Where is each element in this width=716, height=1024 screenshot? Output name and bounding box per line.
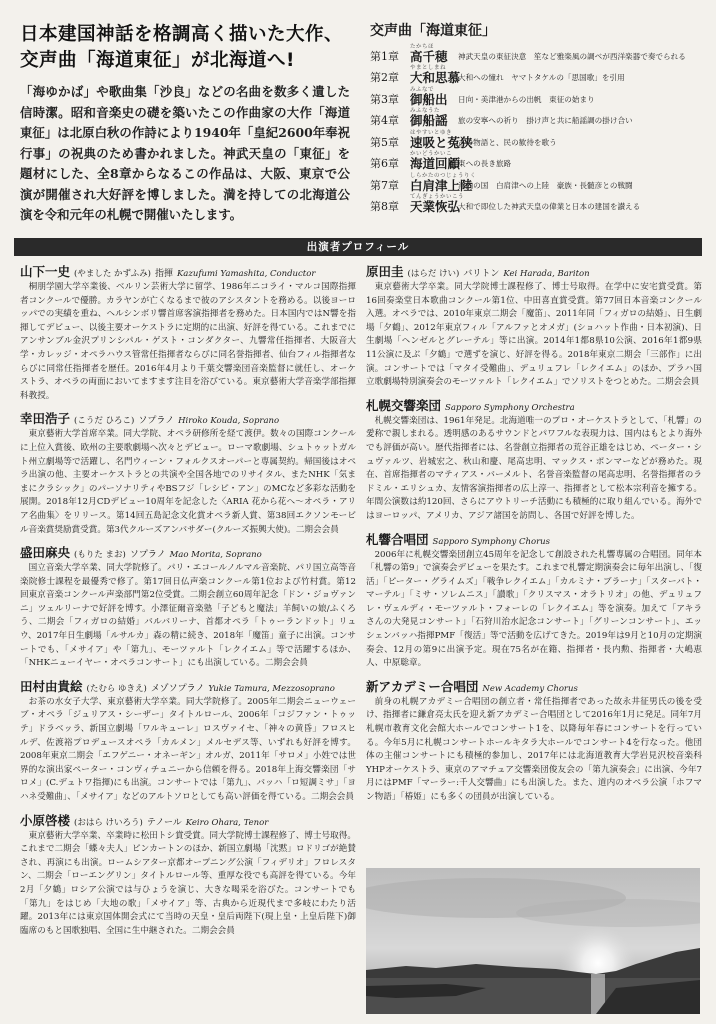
- performer-name: 幸田浩子: [20, 411, 71, 427]
- chapter-name-block: [410, 129, 473, 150]
- chapter-ruby: はやすいとゆき: [410, 129, 453, 136]
- chapter-name: 御船出: [410, 91, 448, 107]
- performer-name: 田村由貴絵: [20, 678, 83, 694]
- performer-bio: 国立音楽大学卒業、同大学院修了。パリ・エコールノルマル音楽院、パリ国立高等音楽院修士課程を最優秀で修了。第17回日仏声楽コンクール第1位および竹村賞。第12回東京音楽コンクール声楽部門第2位受賞。二期会創立60周年記念「ドン・ジョヴァンニ」ツェルリーナで好評を博す。小澤征爾音楽塾「子どもと魔法」羊飼いの娘/ふくろう、二期会「フィガロの結婚」バルバリーナ、首都オペラ「トゥーランドット」リュウ、2017年日生劇場「ルサルカ」森の精に続き、2018年「魔笛」童子に出演。コンサートでも、「メサイア」や「第九」、モーツァルト「レクイエム」等で活躍するほか、「NHKニューイヤー・オペラコンサート」にも出演している。二期会会員: [20, 563, 356, 669]
- performer-profile: [20, 677, 356, 805]
- chapter-number: 第6章: [370, 157, 399, 170]
- performer-bio: お茶の水女子大学、東京藝術大学卒業。同大学院修了。2005年二期会ニューウェーブ・オペラ「ジュリアス・シーザー」タイトルロール、2006年「コジファン・トゥッテ」ドラベッラ、新国立劇場「ワルキューレ」ロスヴァイセ、「神々の黄昏」フロスヒルデ、佐渡裕プロデュースオペラ「カルメン」メルセデス等、いずれも好評を博す。2008年東京二期会「エフゲニー・オネーギン」オルガ、2011年「サロメ」小姓では世界的な演出家ペーター・コンヴィチュニーから信頼を得る。2018年上海交響楽団「サロメ」(C.デュトワ指揮)にも出演。コンサートでは「第九」、バッハ「ロ短調ミサ」「ヨハネ受難曲」、「メサイア」などのアルトソロとしても高い評価を得ている。二期会会員: [20, 696, 356, 802]
- performer-profile: [20, 543, 356, 671]
- chapter-description: 東への長き旅路: [458, 159, 512, 168]
- performer-reading: (たむら ゆきえ): [86, 683, 147, 694]
- performer-name: 盛田麻央: [20, 545, 71, 561]
- profile-header: [366, 396, 702, 414]
- chapter-number: 第2章: [370, 71, 399, 84]
- performer-role: テノール: [146, 817, 182, 828]
- profile-header: [20, 409, 356, 427]
- performer-name: 札幌交響楽団: [366, 397, 442, 413]
- performer-roman-name: Yukie Tamura, Mezzosoprano: [208, 683, 335, 694]
- chapter-name-block: [410, 65, 461, 85]
- chapter-name: 天業恢弘: [410, 199, 461, 214]
- performer-reading: (こうだ ひろこ): [74, 416, 135, 427]
- chapter-description: 大和で即位した神武天皇の偉業と日本の建国を讃える: [458, 202, 641, 211]
- chapter-number: 第5章: [370, 135, 399, 149]
- performer-roman-name: Keiro Ohara, Tenor: [185, 817, 269, 828]
- performer-bio: 桐朋学園大学卒業後、ベルリン芸術大学に留学、1986年ニコライ・マルコ国際指揮者コンクールで優勝。カラヤンが亡くなるまで彼のアシスタントを務める。以後ヨーロッパでの実績を重ね、ヘルシンボリ響首席客演指揮者を務めた。日本国内ではN響を指揮してデビュー、以後主要オーケストラに定期的に出演、好評を得ている。これまでにアンサンブル金沢プリンシパル・ゲスト・コンダクター、九響常任指揮者、大阪音大学・カレッジ・オペラハウス管常任指揮者ならびに同名誉指揮者、仙台フィル指揮者ならびに同常任指揮者を歴任。2016年4月より千葉交響楽団音楽監督に就任し、オーケストラ、オペラの両面においてますます注目を浴びている。東京藝術大学音楽学部指揮科教授。: [20, 282, 356, 401]
- performer-role: バリトン: [463, 269, 500, 279]
- chapter-ruby: やまとしまね: [410, 65, 447, 71]
- performer-roman-name: Hiroko Kouda, Soprano: [178, 416, 280, 427]
- chapter-row: [370, 171, 700, 193]
- sunset-lake-image: [366, 868, 700, 1014]
- intro-body: 「海ゆかば」や歌曲集「沙良」などの名曲を数多く遺した信時潔。昭和音楽史の礎を築いたこの作曲家の大作「海道東征」は北原白秋の作詩により1940年「皇紀2600年奉祝行事」の祝典のため書かれました。神武天皇の「東征」を題材にした、全8章からなるこの作品は、大阪、東京で公演が開催され大好評を博しました。満を持しての北海道公演を令和元年の札幌で開催いたします。: [20, 84, 350, 222]
- chapter-ruby: しらかたのつじょうりく: [410, 172, 477, 179]
- chapter-ruby: みふなうた: [410, 108, 441, 114]
- performer-name: 小原啓楼: [20, 812, 71, 828]
- profile-header: [366, 530, 702, 548]
- intro-section: [20, 22, 350, 226]
- performer-profile: [366, 262, 702, 390]
- headline: [20, 22, 350, 74]
- performer-profile: [366, 396, 702, 524]
- chapter-number: 第1章: [370, 49, 399, 63]
- chapter-row: [370, 193, 700, 215]
- performer-bio: 札幌交響楽団は、1961年発足。北海道唯一のプロ・オーケストラとして、「札響」の愛称で親しまれる。透明感のあるサウンドとパワフルな表現力は、国内はもとより海外でも評価が高い。歴代指揮者には、名誉創立指揮者の荒谷正雄をはじめ、ペーター・シュヴァルツ、岩城宏之、秋山和慶、尾高忠明、マックス・ポンマーなどが務めた。現在、首席指揮者のマティアス・バーメルト、名誉音楽監督の尾高忠明、名誉指揮者のラドミル・エリシュカ、友情客演指揮者の広上淳一、指揮者として松本宗利音を擁する。年間公演数は約120回、さらにアウトリーチ活動にも積極的に取り組んでいる。海外ではヨーロッパ、アメリカ、アジア諸国を訪問し、各国で好評を博した。: [366, 415, 702, 521]
- performer-bio: 東京藝術大学卒業。同大学院博士課程修了、博士号取得。在学中に安宅賞受賞。第16回奏楽堂日本歌曲コンクール第1位、中田喜直賞受賞。第77回日本音楽コンクール入選。オペラでは、2010年東京二期会「魔笛」、2011年同「フィガロの結婚」、日生劇場「夕鶴」、2012年東京フィル「アルファとオメガ」(ショハット作曲・日本初演)、日生劇場「ヘンゼルとグレーテル」等に出演。2014年1都8県10公演、2016年1都9県11公演に及ぶ「夕鶴」で選ずを演じ、好評を得る。2018年東京二期会「三部作」に出演。コンサートでは「マタイ受難曲」、デュリュフレ「レクイエム」のほか、プラハ国立歌劇場特別演奏会のモーツァルト「レクイエム」でソリストをつとめた。二期会会員: [366, 282, 702, 388]
- chapter-description: 神武天皇の東征決意 笙など雅楽風の調べが西洋楽器で奏でられる: [458, 51, 686, 61]
- performer-role: メゾソプラノ: [150, 683, 205, 694]
- profile-header: [20, 543, 356, 561]
- profiles-left-column: [20, 262, 356, 944]
- chapter-ruby: たかちほ: [410, 43, 435, 50]
- headline-line2: 交声曲「海道東征」が北海道へ!: [20, 50, 295, 71]
- work-title: 交声曲「海道東征」: [370, 23, 496, 39]
- chapter-number: 第4章: [370, 114, 399, 127]
- performer-roman-name: Sapporo Symphony Chorus: [432, 536, 550, 547]
- performer-role: ソプラノ: [129, 550, 166, 561]
- chapter-name-block: [410, 194, 465, 214]
- chapter-name-block: [410, 44, 458, 64]
- performer-reading: (おはら けいろう): [74, 817, 143, 828]
- performer-roman-name: Mao Morita, Soprano: [169, 550, 262, 561]
- chapter-number: 第3章: [370, 92, 399, 106]
- performer-name: 札響合唱団: [366, 531, 429, 547]
- performer-roman-name: Sapporo Symphony Orchestra: [445, 402, 575, 413]
- profile-header: [366, 677, 702, 695]
- performer-name: 山下一史: [20, 264, 71, 279]
- chapter-name: 速吸と菟狭: [410, 134, 473, 150]
- chapter-name: 高千穂: [410, 48, 448, 64]
- performer-role: 指揮: [154, 269, 173, 279]
- chapter-number: 第7章: [370, 178, 399, 192]
- performer-profile: [366, 677, 702, 805]
- chapter-ruby: かいどうかいこ: [410, 151, 453, 157]
- chapter-description: 旅の安寧への祈り 掛け声と共に船謡調の掛け合い: [458, 116, 633, 125]
- profile-header: [20, 811, 356, 829]
- chapter-name-block: [410, 172, 477, 193]
- profile-header: [20, 262, 356, 280]
- chapter-name: 御船謡: [410, 113, 448, 128]
- performer-roman-name: Kei Harada, Bariton: [503, 269, 590, 279]
- chapter-description: 河内の国 白肩津への上陸 豪族・長髄彦との戦闘: [458, 180, 633, 190]
- chapter-name-block: [410, 108, 458, 128]
- chapter-name-block: [410, 151, 461, 171]
- chapter-description: 大和への憧れ ヤマトタケルの「思国歌」を引用: [458, 73, 625, 82]
- performer-bio: 東京藝術大学首席卒業。同大学院、オペラ研修所を経て渡伊。数々の国際コンクールに上位入賞後、欧州の主要歌劇場へ次々とデビュー。ローマ歌劇場、シュトゥットガルト州立劇場等で活躍し、名門ウィーン・フォルクスオーパーと専属契約。帰国後はオペラ出演の他、主要オーケストラとの共演や全国各地でのリサイタル、またNHK「気ままにクラシック」のパーソナリティやBSフジ「レシピ・アン」のMCなど多彩な活動を展開。2018年12月CDデビュー10周年を記念した〈ARIA 花から花へ〜オペラ・アリア名曲集〉をリリース。第14回五島記念文化賞オペラ新人賞、第38回エクソンモービル音楽賞奨励賞受賞。第3代クルーズアンバサダー(クルーズ振興大使)。二期会会員: [20, 429, 356, 535]
- performer-name: 原田圭: [366, 264, 404, 279]
- performer-bio: 東京藝術大学卒業、卒業時に松田トシ賞受賞。同大学院博士課程修了、博士号取得。これまで二期会「蝶々夫人」ピンカートンのほか、新国立劇場「沈黙」ロドリゴが絶賛され、再演にも出演。ロームシアター京都オープニング公演「フィデリオ」フロレスタン、二期会「ローエングリン」タイトルロール等、重厚な役でも高評を得ている。今年2月「夕鶴」ロシア公演では与ひょうを演じ、大きな喝采を浴びた。コンサートでも「第九」をはじめ「大地の歌」「メサイア」等、古典から近現代まで多岐にわたり活躍。2013年には東京国体開会式にて当時の天皇・皇后両陛下(現上皇・上皇后陛下)御臨席のもと国歌独唱、全国に生中継された。二期会会員: [20, 830, 356, 936]
- chapter-number: 第8章: [370, 200, 399, 213]
- chapter-row: [370, 128, 700, 150]
- profiles-right-column: [366, 262, 702, 811]
- chapter-name-block: [410, 87, 458, 107]
- chapter-row: [370, 85, 700, 107]
- performer-bio: 2006年に札幌交響楽団創立45周年を記念して創設された札響専属の合唱団。同年本「札響の第9」で演奏会デビューを果たす。これまで札響定期演奏会に毎年出演し、「復活」「ピーター・グライムズ」「戦争レクイエム」「カルミナ・ブラーナ」「スターバト・マーテル」「ミサ・ソレムニス」「讃歌」「クリスマス・オラトリオ」の他、デュリュフレ・ヴェルディ・モーツァルト・フォーレの「レクイエム」等を演奏。加えて「アキラさんの大発見コンサート」「石狩川治水記念コンサート」「グリーンコンサート」、エッシェンバッハ指揮PMF「復活」等で活動を広げてきた。2019年は9月と10月の定期演奏会、12月の第9に出演予定。現在75名が在籍、指揮者・長内勲、指揮者・大嶋恵人、中原聡章。: [366, 549, 702, 669]
- chapter-ruby: てんぎょうかいこう: [410, 194, 465, 200]
- performer-profile: [20, 409, 356, 537]
- performer-roman-name: New Academy Chorus: [482, 683, 578, 694]
- performer-reading: (もりた まお): [74, 550, 126, 561]
- chapter-row: [370, 42, 700, 64]
- chapter-description: 古の物語と、民の歓待を歌う: [458, 137, 557, 147]
- chapter-row: [370, 107, 700, 129]
- sunset-lake-photo: [366, 868, 700, 1014]
- performer-reading: (はらだ けい): [407, 269, 460, 279]
- performer-role: ソプラノ: [138, 416, 175, 427]
- chapter-rows: [370, 42, 700, 214]
- performer-roman-name: Kazufumi Yamashita, Conductor: [176, 269, 316, 279]
- performer-profile: [20, 262, 356, 403]
- chapter-row: [370, 64, 700, 86]
- chapter-list: [370, 20, 700, 214]
- chapter-name: 海道回顧: [410, 156, 461, 171]
- chapter-name: 白肩津上陸: [410, 177, 473, 193]
- chapter-ruby: みふなで: [410, 86, 435, 93]
- performer-reading: (やました かずふみ): [74, 269, 151, 279]
- profile-header: [366, 262, 702, 280]
- performer-name: 新アカデミー合唱団: [366, 678, 479, 694]
- performer-profile: [20, 811, 356, 939]
- profile-header: [20, 677, 356, 695]
- chapter-name: 大和思慕: [410, 70, 461, 85]
- headline-line1: 日本建国神話を格調高く描いた大作、: [20, 24, 344, 45]
- performer-bio: 前身の札幌アカデミー合唱団の創立者・常任指揮者であった故永井征男氏の後を受け、指揮者に鎌倉亮太氏を迎え新アカデミー合唱団として2016年1月に発足。同年7月札幌市教育文化会館大ホールでコンサート1を、以降毎年春にコンサートを行っている。今年5月に札幌コンサートホールキタラ大ホールでコンサート4を行なった。他団体の主催コンサートにも積極的参加し、2017年には北海道教育大学岩見沢校音楽科YHPオーケストラ、東京のアマチュア交響楽団俊友会の「第九演奏会」に出演、今年7月にはPMF「マーラー:千人交響曲」にも出演した。また、道内のオペラ公演「ホフマン物語」「椿姫」にも多くの団員が出演している。: [366, 696, 702, 802]
- chapter-description: 日向・美津港からの出帆 東征の始まり: [458, 94, 595, 104]
- profile-banner: 出演者プロフィール: [14, 238, 702, 256]
- performer-profile: [366, 530, 702, 671]
- chapter-row: [370, 150, 700, 172]
